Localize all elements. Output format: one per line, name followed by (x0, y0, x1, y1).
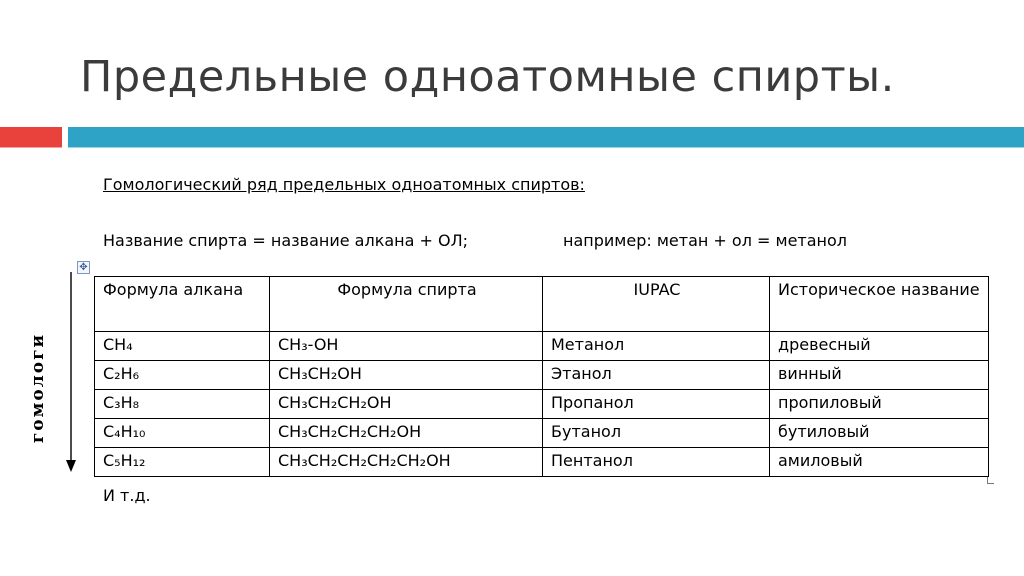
header-alkane-formula: Формула алкана (95, 277, 270, 332)
cell-alcohol: CH₃-OH (270, 332, 543, 361)
table-header-row (95, 277, 989, 332)
cell-alkane: CH₄ (95, 332, 270, 361)
cell-historical: древесный (770, 332, 989, 361)
naming-example: например: метан + ол = метанол (563, 231, 848, 250)
table-row (95, 448, 989, 477)
cell-alkane: C₃H₈ (95, 390, 270, 419)
cell-iupac: Метанол (543, 332, 770, 361)
cell-iupac: Пентанол (543, 448, 770, 477)
table-move-handle-icon[interactable]: ✥ (77, 261, 90, 274)
table-row (95, 390, 989, 419)
cell-alkane: C₅H₁₂ (95, 448, 270, 477)
etc-note: И т.д. (103, 486, 151, 505)
accent-bar-red (0, 127, 62, 147)
slide-title: Предельные одноатомные спирты. (80, 52, 895, 102)
cell-alkane: C₂H₆ (95, 361, 270, 390)
homologous-series-table (94, 276, 989, 477)
accent-bar-blue (68, 127, 1024, 147)
header-alcohol-formula: Формула спирта (270, 277, 543, 332)
accent-bar-blue-underline (68, 147, 1024, 148)
cell-historical: винный (770, 361, 989, 390)
down-arrow-icon (64, 272, 78, 474)
cell-iupac: Пропанол (543, 390, 770, 419)
naming-rule: Название спирта = название алкана + ОЛ; (103, 231, 469, 250)
table-resize-handle[interactable] (987, 477, 994, 484)
cell-historical: пропиловый (770, 390, 989, 419)
accent-bar-red-underline (0, 147, 62, 148)
section-heading: Гомологический ряд предельных одноатомных спиртов: (103, 175, 585, 194)
homologs-side-label: гомологи (28, 332, 48, 444)
cell-historical: бутиловый (770, 419, 989, 448)
table-row (95, 361, 989, 390)
cell-alcohol: CH₃CH₂CH₂CH₂OH (270, 419, 543, 448)
cell-alcohol: CH₃CH₂CH₂CH₂CH₂OH (270, 448, 543, 477)
table-row (95, 332, 989, 361)
cell-historical: амиловый (770, 448, 989, 477)
cell-alkane: C₄H₁₀ (95, 419, 270, 448)
cell-iupac: Этанол (543, 361, 770, 390)
cell-alcohol: CH₃CH₂CH₂OH (270, 390, 543, 419)
cell-iupac: Бутанол (543, 419, 770, 448)
table-row (95, 419, 989, 448)
cell-alcohol: CH₃CH₂OH (270, 361, 543, 390)
header-iupac: IUPAC (543, 277, 770, 332)
header-historical-name: Историческое название (770, 277, 989, 332)
